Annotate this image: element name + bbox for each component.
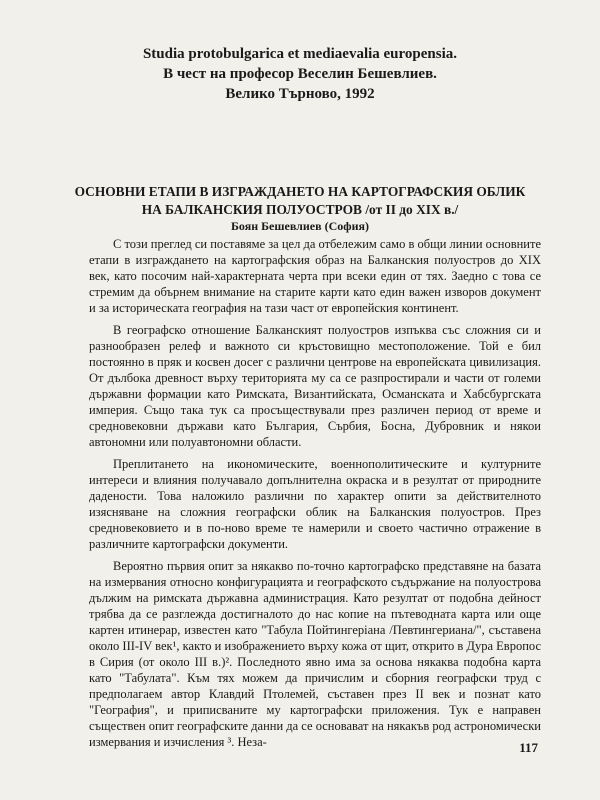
paragraph: Вероятно първия опит за някакво по-точно картографско представяне на базата на измервания относно конфигурацията и географското съдържание на полуострова дължим на римската държавна администрация. Като резултат от подобна дейност трябва да се разглежда достигналото до нас копие на пътеводната карта или още картен итинерар, известен като "Табула Пойтингерiана /Певтингериана/", съставена около III-IV век¹, както и изображението върху кожа от щит, открито в Дура Европос в Сирия (от около III в.)². Последното явно има за основа някаква подобна карта като "Табулата". Към тях можем да причислим и сборния географски труд с предполагаем автор Клавдий Птолемей, съставен през II век и познат като "География", и приписваните му картографски приложения. Тук е направен съществен опит географските данни да се основават на някакъв род астрономически измервания и изчисления ³. Неза-	[89, 559, 541, 749]
article-title-line-2: НА БАЛКАНСКИЯ ПОЛУОСТРОВ /от II до XIX в./	[141, 202, 459, 217]
journal-title: Studia protobulgarica et mediaevalia europensia.	[142, 46, 458, 62]
page-number: 117	[519, 740, 538, 755]
journal-header	[0, 44, 600, 104]
article-author: Боян Бешевлиев (София)	[231, 219, 369, 233]
article-body	[89, 236, 541, 756]
article-title-line-1: ОСНОВНИ ЕТАПИ В ИЗГРАЖДАНЕТО НА КАРТОГРАФСКИЯ ОБЛИК	[74, 184, 526, 199]
paragraph: В географско отношение Балканският полуостров изпъква със сложния си и разнообразен релеф и важното си кръстовищно местоположение. Той е бил постоянно в пряк и косвен досег с различни центрове на европейската цивилизация. От дълбока древност върху територията му са се разпростирали и части от големи държавни формации като Римската, Византийската, Османската и Хабсбургската империя. Също така тук са просъществували през различен период от време и средновековни държави като България, Сърбия, Босна, Дубровник и някои автономни или полуавтономни области.	[89, 323, 541, 449]
journal-dedication: В чест на професор Веселин Бешевлиев.	[163, 66, 437, 82]
paragraph: С този преглед си поставяме за цел да отбележим само в общи линии основните етапи в изграждането на картографския образ на Балканския полуостров до XIX век, като посочим най-характерната черта при всеки един от тях. Заедно с това се стремим да обърнем внимание на старите карти като един важен изворов документ и за историческата география на тази част от европейския континент.	[89, 237, 541, 315]
article-title	[40, 183, 560, 219]
journal-place-year: Велико Търново, 1992	[225, 86, 375, 102]
paragraph: Преплитането на икономическите, военнополитическите и културните интереси и влияния получавало допълнителна окраска и в резултат от природните дадености. Това наложило различни по характер опити за действителното изясняване на сложния географски облик на Балканския полуостров. През средновековието и в по-ново време те намерили и своето частично отражение в различните картографски документи.	[89, 457, 541, 551]
